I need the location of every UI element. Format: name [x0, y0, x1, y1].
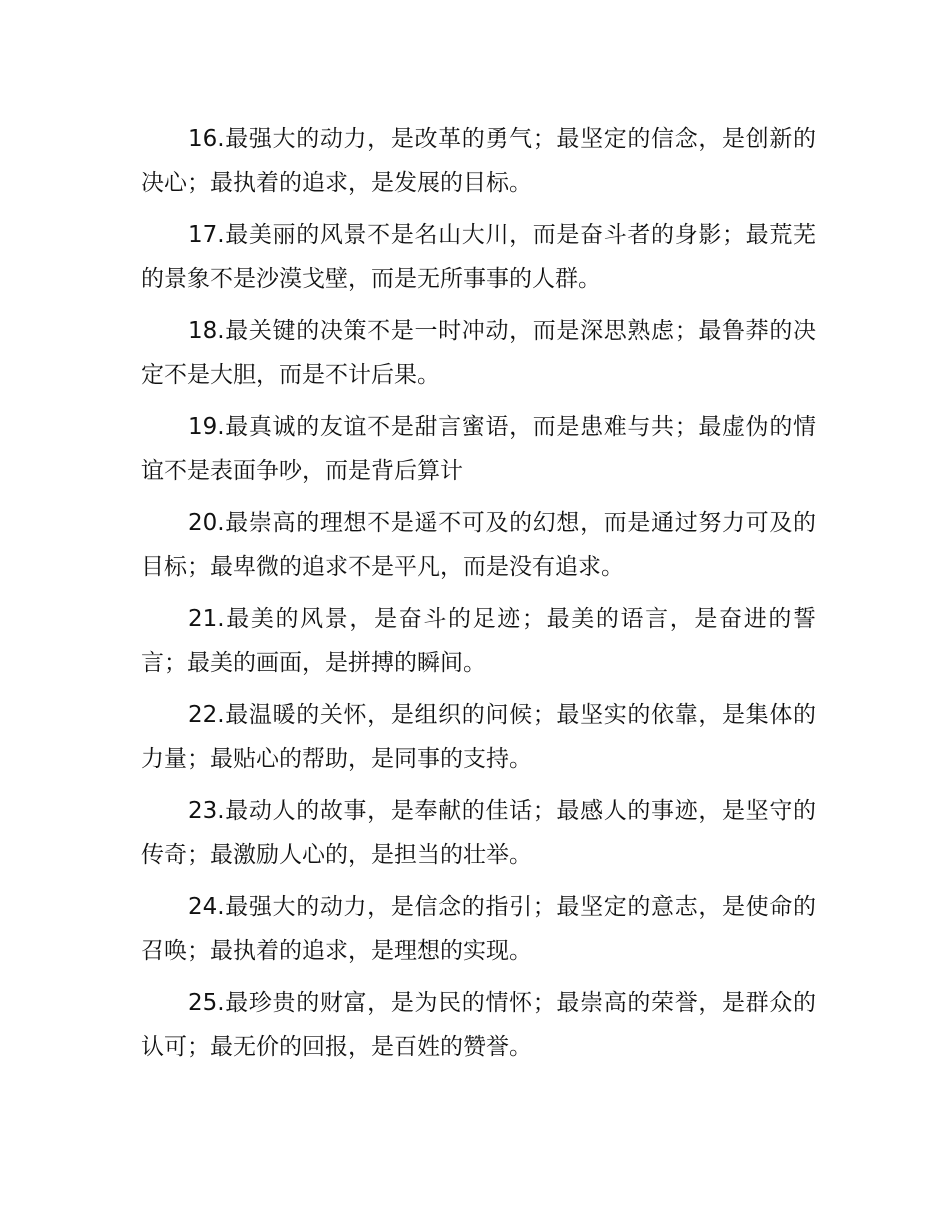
paragraph-24: 24.最强大的动力，是信念的指引；最坚定的意志，是使命的召唤；最执着的追求，是理想的实现。 [141, 894, 816, 964]
paragraph-19: 19.最真诚的友谊不是甜言蜜语，而是患难与共；最虚伪的情谊不是表面争吵，而是背后算计 [141, 414, 816, 484]
paragraph-18: 18.最关键的决策不是一时冲动，而是深思熟虑；最鲁莽的决定不是大胆，而是不计后果。 [141, 318, 816, 388]
document-body [141, 117, 816, 1077]
paragraph-17: 17.最美丽的风景不是名山大川，而是奋斗者的身影；最荒芜的景象不是沙漠戈壁，而是无所事事的人群。 [141, 222, 816, 292]
paragraph-25: 25.最珍贵的财富，是为民的情怀；最崇高的荣誉，是群众的认可；最无价的回报，是百姓的赞誉。 [141, 990, 816, 1060]
paragraph-23: 23.最动人的故事，是奉献的佳话；最感人的事迹，是坚守的传奇；最激励人心的，是担当的壮举。 [141, 798, 816, 868]
paragraph-21: 21.最美的风景，是奋斗的足迹；最美的语言，是奋进的誓言；最美的画面，是拼搏的瞬间。 [141, 606, 816, 676]
paragraph-20: 20.最崇高的理想不是遥不可及的幻想，而是通过努力可及的目标；最卑微的追求不是平凡，而是没有追求。 [141, 510, 816, 580]
paragraph-22: 22.最温暖的关怀，是组织的问候；最坚实的依靠，是集体的力量；最贴心的帮助，是同事的支持。 [141, 702, 816, 772]
paragraph-16: 16.最强大的动力，是改革的勇气；最坚定的信念，是创新的决心；最执着的追求，是发展的目标。 [141, 126, 816, 196]
